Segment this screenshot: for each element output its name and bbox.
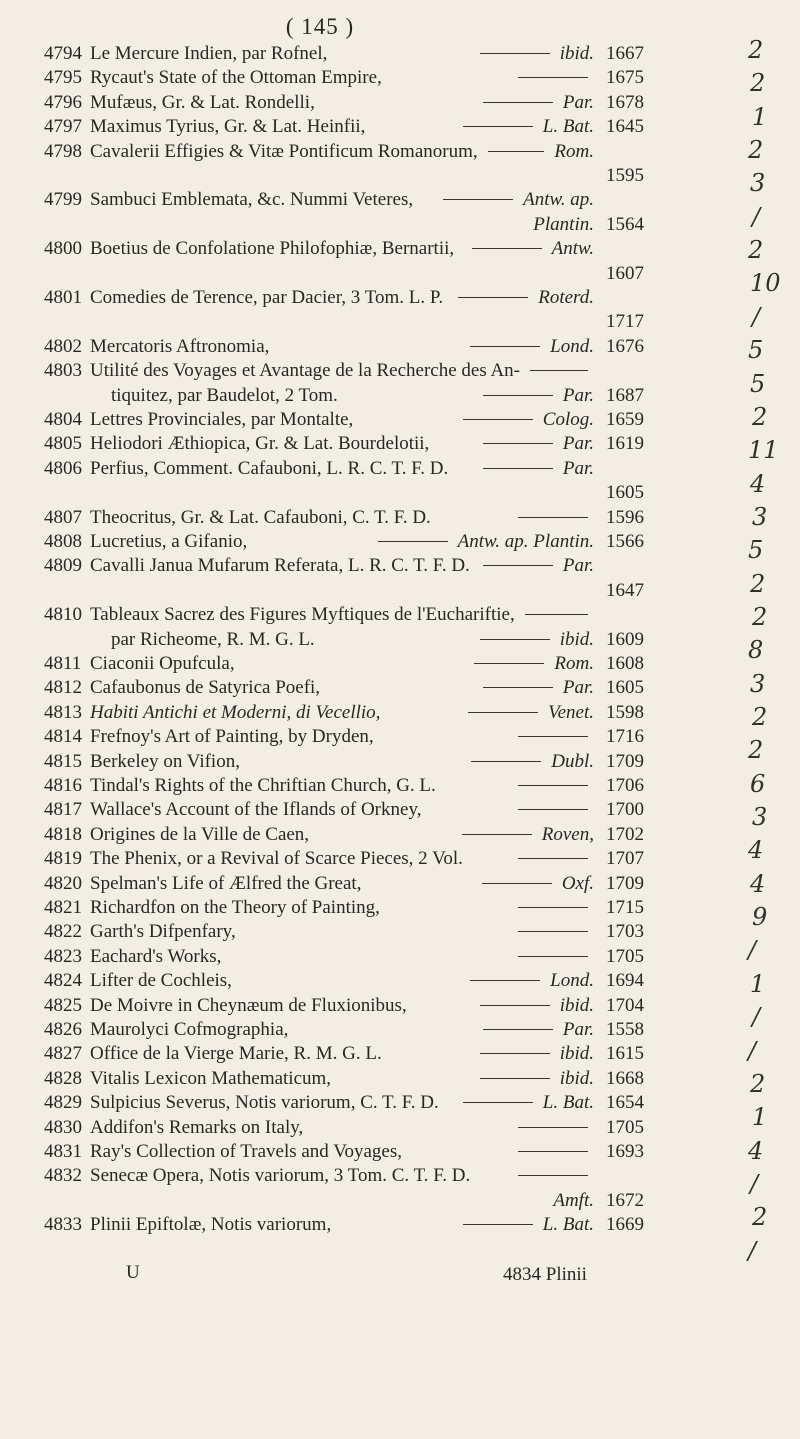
catalogue-entry	[0, 774, 700, 798]
entry-year: 1700	[606, 799, 644, 821]
entry-place: ibid.	[559, 994, 594, 1016]
entry-number: 4806	[44, 457, 82, 479]
entry-place: L. Bat.	[542, 116, 594, 138]
catalogue-entry	[0, 896, 700, 920]
entry-place: Par.	[562, 1019, 594, 1040]
leader-rule	[483, 1029, 553, 1030]
entry-title: Cavalerii Effigies & Vitæ Pontificum Romanorum,	[90, 140, 478, 162]
leader-rule	[483, 687, 553, 688]
entry-year: 1709	[606, 872, 644, 894]
entry-year: 1676	[606, 335, 644, 357]
entry-title: Office de la Vierge Marie, R. M. G. L.	[90, 1043, 382, 1065]
entry-title: Ciaconii Opufcula,	[90, 653, 235, 674]
entry-place: ibid.	[559, 1067, 594, 1089]
margin-mark: /	[748, 1036, 757, 1065]
leader-rule	[518, 77, 588, 78]
margin-mark: 5	[748, 336, 764, 365]
catalogue-entry	[0, 1164, 700, 1188]
catalogue-entry	[0, 457, 700, 481]
leader-rule	[480, 1005, 550, 1006]
margin-mark: 4	[748, 1136, 764, 1165]
leader-rule	[518, 736, 588, 737]
entry-number: 4813	[44, 701, 82, 723]
entry-place: Rom.	[554, 653, 594, 674]
entry-year: 1709	[606, 750, 644, 772]
entry-number: 4811	[44, 653, 82, 674]
leader-rule	[518, 1151, 588, 1152]
entry-place: Lond.	[550, 335, 594, 357]
entry-year: 1667	[606, 43, 644, 64]
entry-number: 4807	[44, 506, 82, 528]
catalogue-entry	[0, 481, 700, 505]
entry-title: Richardfon on the Theory of Painting,	[90, 897, 380, 918]
entry-title: Tindal's Rights of the Chriftian Church, G. L.	[90, 775, 436, 796]
leader-rule	[463, 419, 533, 420]
entry-year: 1705	[606, 945, 644, 967]
leader-rule	[480, 1053, 550, 1054]
leader-rule	[518, 956, 588, 957]
margin-mark: /	[752, 302, 761, 331]
margin-mark: 2	[752, 703, 768, 732]
entry-title: Lucretius, a Gifanio,	[90, 531, 248, 552]
entry-year: 1608	[606, 653, 644, 674]
entry-title: Heliodori Æthiopica, Gr. & Lat. Bourdelotii,	[90, 433, 430, 455]
leader-rule	[483, 565, 553, 566]
entry-year: 1694	[606, 970, 644, 992]
entry-year: 1558	[606, 1019, 644, 1040]
leader-rule	[378, 541, 448, 542]
entry-title: Maurolyci Cofmographia,	[90, 1019, 289, 1040]
margin-mark: /	[752, 1003, 761, 1032]
entry-title: Addifon's Remarks on Italy,	[90, 1116, 304, 1138]
entry-place: Dubl.	[551, 750, 594, 772]
leader-rule	[530, 370, 588, 371]
entry-title: Habiti Antichi et Moderni, di Vecellio,	[90, 701, 381, 723]
margin-mark: 11	[748, 436, 779, 465]
catalogue-entry	[0, 676, 700, 700]
entry-number: 4828	[44, 1067, 82, 1089]
entry-number: 4832	[44, 1165, 82, 1187]
entry-number: 4824	[44, 970, 82, 992]
entry-place: Oxf.	[561, 872, 594, 894]
entry-title: Lettres Provinciales, par Montalte,	[90, 409, 354, 430]
margin-mark: 8	[748, 636, 764, 665]
leader-rule	[518, 858, 588, 859]
margin-mark: /	[750, 1169, 759, 1198]
entry-place: Antw. ap. Plantin.	[457, 531, 594, 552]
leader-rule	[518, 809, 588, 810]
entry-number: 4826	[44, 1019, 82, 1040]
entry-number: 4808	[44, 531, 82, 552]
entry-place: Par.	[562, 677, 594, 699]
entry-title: De Moivre in Cheynæum de Fluxionibus,	[90, 994, 407, 1016]
entry-title: Vitalis Lexicon Mathematicum,	[90, 1067, 332, 1089]
entry-number: 4831	[44, 1141, 82, 1162]
entry-number: 4815	[44, 750, 82, 772]
catalogue-entry	[0, 603, 700, 627]
entry-title: Senecæ Opera, Notis variorum, 3 Tom. C. T. F. D.	[90, 1165, 471, 1187]
entry-title: Frefnoy's Art of Painting, by Dryden,	[90, 726, 374, 748]
catalogue-entry	[0, 1091, 700, 1115]
entry-place: Amft.	[553, 1189, 594, 1211]
entry-title: Wallace's Account of the Iflands of Orkney,	[90, 799, 422, 821]
entry-place: Antw. ap.	[523, 189, 594, 211]
catalogue-entry	[0, 823, 700, 847]
leader-rule	[482, 883, 552, 884]
catalogue-entry	[0, 1067, 700, 1091]
entry-year: 1716	[606, 726, 644, 748]
entry-number: 4801	[44, 287, 82, 308]
entry-place: L. Bat.	[542, 1092, 594, 1114]
entry-title: Cafaubonus de Satyrica Poefi,	[90, 677, 321, 699]
leader-rule	[480, 53, 550, 54]
catalogue-entry	[0, 750, 700, 774]
entry-title: Spelman's Life of Ælfred the Great,	[90, 872, 362, 894]
entry-title: Rycaut's State of the Ottoman Empire,	[90, 67, 382, 89]
entry-year: 1717	[606, 311, 644, 333]
leader-rule	[518, 907, 588, 908]
catalogue-entry	[0, 969, 700, 993]
leader-rule	[470, 346, 540, 347]
entry-number: 4805	[44, 433, 82, 455]
entry-number: 4829	[44, 1092, 82, 1114]
entry-number: 4802	[44, 335, 82, 357]
entry-number: 4799	[44, 189, 82, 211]
page-number: ( 145 )	[285, 14, 355, 39]
entry-year: 1598	[606, 701, 644, 723]
margin-mark: 2	[750, 69, 766, 98]
leader-rule	[458, 297, 528, 298]
entry-place: Antw.	[551, 238, 594, 260]
entry-year: 1675	[606, 67, 644, 89]
margin-mark: 3	[750, 669, 766, 698]
entry-place: Par.	[562, 91, 594, 113]
leader-rule	[483, 102, 553, 103]
entry-year: 1706	[606, 775, 644, 796]
entry-place: Par.	[562, 457, 594, 479]
leader-rule	[443, 199, 513, 200]
entry-number: 4830	[44, 1116, 82, 1138]
entry-number: 4818	[44, 823, 82, 845]
catalogue-entry	[0, 798, 700, 822]
entry-title: Sambuci Emblemata, &c. Nummi Veteres,	[90, 189, 414, 211]
entry-place: Plantin.	[533, 213, 594, 235]
entry-year: 1619	[606, 433, 644, 455]
catalogue-entry	[0, 701, 700, 725]
entry-place: Roven,	[541, 823, 594, 845]
catalogue-entry	[0, 66, 700, 90]
entry-place: Rom.	[554, 140, 594, 162]
entry-place: Roterd.	[538, 287, 594, 308]
entry-number: 4812	[44, 677, 82, 699]
margin-mark: 5	[750, 369, 766, 398]
entry-title: Eachard's Works,	[90, 945, 222, 967]
catalogue-entry	[0, 408, 700, 432]
margin-mark: 4	[750, 869, 766, 898]
leader-rule	[518, 1127, 588, 1128]
entry-year: 1704	[606, 994, 644, 1016]
leader-rule	[463, 1102, 533, 1103]
catalogue-entry	[0, 384, 700, 408]
margin-mark: 1	[752, 1103, 768, 1132]
catalogue-entry	[0, 1042, 700, 1066]
leader-rule	[480, 1078, 550, 1079]
entry-title: The Phenix, or a Revival of Scarce Pieces, 2 Vol.	[90, 848, 463, 870]
entry-title: Theocritus, Gr. & Lat. Cafauboni, C. T. F. D.	[90, 506, 431, 528]
entry-place: Par.	[562, 555, 594, 577]
entry-place: ibid.	[559, 628, 594, 650]
catalogue-entry	[0, 262, 700, 286]
entry-year: 1702	[606, 823, 644, 845]
catalogue-entry	[0, 213, 700, 237]
catalogue-entry	[0, 115, 700, 139]
entry-title: Origines de la Ville de Caen,	[90, 823, 310, 845]
entry-place: ibid.	[559, 1043, 594, 1065]
margin-mark: 2	[752, 602, 768, 631]
catalogue-entry	[0, 945, 700, 969]
catalogue-entry	[0, 188, 700, 212]
catchword: 4834 Plinii	[503, 1264, 587, 1285]
entry-number: 4819	[44, 848, 82, 870]
catalogue-entry	[0, 1140, 700, 1164]
catalogue-entry	[0, 530, 700, 554]
margin-mark: /	[748, 1236, 757, 1265]
leader-rule	[474, 663, 544, 664]
entry-title: Maximus Tyrius, Gr. & Lat. Heinfii,	[90, 116, 366, 138]
margin-mark: 3	[752, 803, 768, 832]
catalogue-entry	[0, 432, 700, 456]
entry-number: 4821	[44, 897, 82, 918]
entry-year: 1668	[606, 1067, 644, 1089]
leader-rule	[470, 980, 540, 981]
leader-rule	[525, 614, 588, 615]
margin-mark: 3	[750, 169, 766, 198]
entry-number: 4795	[44, 67, 82, 89]
entry-number: 4825	[44, 994, 82, 1016]
margin-mark: 4	[748, 836, 764, 865]
entry-year: 1609	[606, 628, 644, 650]
catalogue-entry	[0, 237, 700, 261]
signature-mark: U	[126, 1262, 140, 1283]
entry-number: 4820	[44, 872, 82, 894]
catalogue-entry	[0, 872, 700, 896]
entry-year: 1703	[606, 921, 644, 943]
leader-rule	[471, 761, 541, 762]
entry-place: Venet.	[548, 701, 594, 723]
entry-title: Perfius, Comment. Cafauboni, L. R. C. T. F. D.	[90, 457, 449, 479]
entry-title: Lifter de Cochleis,	[90, 970, 232, 992]
entry-year: 1669	[606, 1214, 644, 1236]
entry-year: 1605	[606, 482, 644, 504]
entry-year: 1607	[606, 262, 644, 284]
catalogue-entry	[0, 310, 700, 334]
entry-number: 4797	[44, 116, 82, 138]
entry-number: 4823	[44, 945, 82, 967]
entry-title: Le Mercure Indien, par Rofnel,	[90, 43, 328, 64]
margin-mark: 1	[750, 969, 766, 998]
catalogue-entry	[0, 42, 700, 66]
leader-rule	[483, 468, 553, 469]
catalogue-entry	[0, 994, 700, 1018]
entry-year: 1596	[606, 506, 644, 528]
leader-rule	[480, 639, 550, 640]
entry-year: 1659	[606, 409, 644, 430]
entry-year: 1705	[606, 1116, 644, 1138]
entry-year: 1566	[606, 531, 644, 552]
entry-title: Sulpicius Severus, Notis variorum, C. T. F. D.	[90, 1092, 439, 1114]
margin-mark: 2	[752, 402, 768, 431]
entry-number: 4822	[44, 921, 82, 943]
catalogue-entry	[0, 1213, 700, 1237]
margin-mark: 2	[752, 1203, 768, 1232]
leader-rule	[518, 517, 588, 518]
catalogue-entry	[0, 652, 700, 676]
catalogue-entry	[0, 286, 700, 310]
margin-mark: /	[752, 202, 761, 231]
entry-title: Mercatoris Aftronomia,	[90, 335, 270, 357]
catalogue-entry	[0, 91, 700, 115]
entry-year: 1615	[606, 1043, 644, 1065]
margin-mark: 2	[748, 36, 764, 64]
leader-rule	[483, 395, 553, 396]
entry-title: Boetius de Confolatione Philofophiæ, Bernartii,	[90, 238, 455, 260]
margin-mark: 1	[752, 102, 768, 131]
entry-year: 1707	[606, 848, 644, 870]
entry-title: Utilité des Voyages et Avantage de la Recherche des An-	[90, 360, 521, 382]
catalogue-entry	[0, 1116, 700, 1140]
leader-rule	[483, 443, 553, 444]
entry-number: 4810	[44, 604, 82, 626]
entry-year: 1715	[606, 897, 644, 918]
entry-title: Ray's Collection of Travels and Voyages,	[90, 1141, 402, 1162]
entry-title: Mufæus, Gr. & Lat. Rondelli,	[90, 91, 315, 113]
entry-number: 4816	[44, 775, 82, 796]
margin-mark: 10	[750, 269, 781, 298]
entry-year: 1595	[606, 165, 644, 186]
entry-number: 4803	[44, 360, 82, 382]
margin-mark: 3	[752, 502, 768, 531]
leader-rule	[518, 785, 588, 786]
entry-number: 4794	[44, 43, 82, 64]
entry-title: Comedies de Terence, par Dacier, 3 Tom. L. P.	[90, 287, 444, 308]
margin-mark: 4	[750, 469, 766, 498]
entry-title: tiquitez, par Baudelot, 2 Tom.	[111, 384, 338, 406]
leader-rule	[518, 1175, 588, 1176]
entry-place: ibid.	[559, 43, 594, 64]
catalogue-entry	[0, 1018, 700, 1042]
catalogue-entry	[0, 1189, 700, 1213]
leader-rule	[462, 834, 532, 835]
margin-mark: 5	[748, 536, 764, 565]
leader-rule	[468, 712, 538, 713]
catalogue-entry	[0, 359, 700, 383]
entry-number: 4817	[44, 799, 82, 821]
catalogue-entry	[0, 628, 700, 652]
entry-number: 4814	[44, 726, 82, 748]
entry-year: 1645	[606, 116, 644, 138]
catalogue-entry	[0, 554, 700, 578]
entry-title: Garth's Difpenfary,	[90, 921, 236, 943]
entry-number: 4804	[44, 409, 82, 430]
entry-year: 1605	[606, 677, 644, 699]
entry-year: 1678	[606, 91, 644, 113]
entry-title: Tableaux Sacrez des Figures Myftiques de l'Euchariftie,	[90, 604, 515, 626]
catalogue-entry	[0, 506, 700, 530]
entry-number: 4827	[44, 1043, 82, 1065]
entry-year: 1672	[606, 1189, 644, 1211]
margin-mark: 2	[750, 569, 766, 598]
entry-year: 1687	[606, 384, 644, 406]
entry-place: Lond.	[550, 970, 594, 992]
entry-title: par Richeome, R. M. G. L.	[111, 628, 315, 650]
leader-rule	[472, 248, 542, 249]
entry-number: 4809	[44, 555, 82, 577]
catalogue-entry	[0, 164, 700, 188]
margin-mark: 2	[748, 736, 764, 765]
entry-place: Par.	[562, 433, 594, 455]
leader-rule	[463, 126, 533, 127]
entry-place: Par.	[562, 384, 594, 406]
catalogue-entry	[0, 847, 700, 871]
catalogue-entry	[0, 920, 700, 944]
margin-mark: 9	[752, 903, 768, 932]
entry-number: 4796	[44, 91, 82, 113]
leader-rule	[463, 1224, 533, 1225]
margin-mark: 2	[748, 236, 764, 265]
entry-number: 4833	[44, 1214, 82, 1236]
leader-rule	[488, 151, 544, 152]
entry-number: 4800	[44, 238, 82, 260]
entry-title: Berkeley on Vifion,	[90, 750, 240, 772]
catalogue-entry	[0, 579, 700, 603]
entry-year: 1647	[606, 579, 644, 601]
margin-mark: 2	[750, 1069, 766, 1098]
entry-year: 1654	[606, 1092, 644, 1114]
margin-mark: /	[748, 936, 757, 965]
entry-number: 4798	[44, 140, 82, 162]
margin-mark: 2	[748, 136, 764, 165]
entry-year: 1564	[606, 213, 644, 235]
margin-mark: 6	[750, 769, 766, 798]
leader-rule	[518, 931, 588, 932]
entry-year: 1693	[606, 1141, 644, 1162]
entry-title: Plinii Epiftolæ, Notis variorum,	[90, 1214, 332, 1236]
entry-place: Colog.	[542, 409, 594, 430]
entry-title: Cavalli Janua Mufarum Referata, L. R. C. T. F. D.	[90, 555, 470, 577]
catalogue-entry	[0, 140, 700, 164]
catalogue-entry	[0, 335, 700, 359]
catalogue-entry	[0, 725, 700, 749]
entry-place: L. Bat.	[542, 1214, 594, 1236]
